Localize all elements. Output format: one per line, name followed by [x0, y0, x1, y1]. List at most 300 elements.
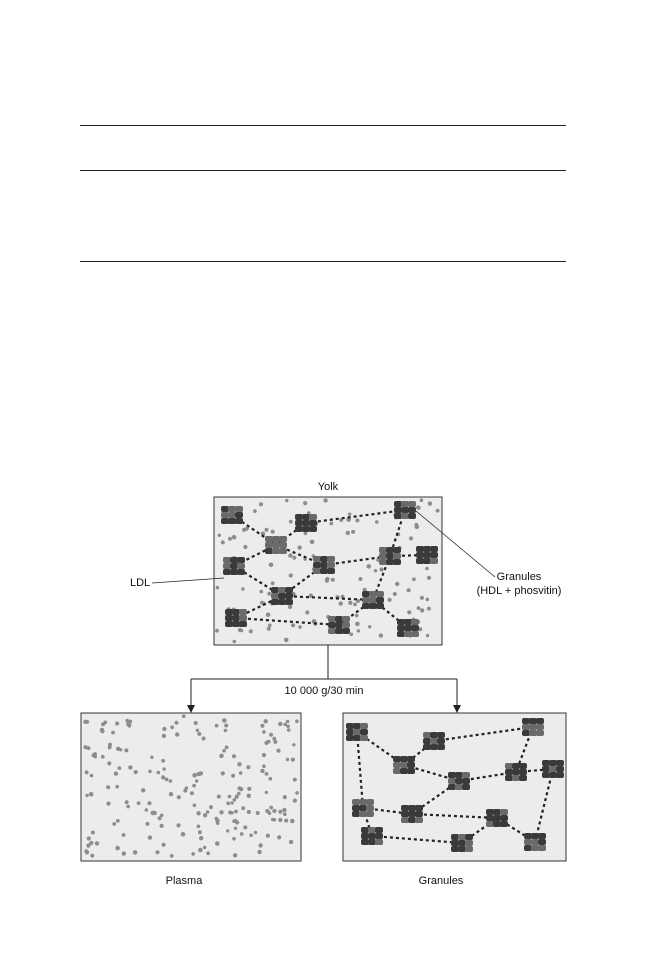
plasma-particle	[323, 498, 327, 502]
plasma-particle	[374, 569, 377, 572]
granule-subunit	[486, 821, 494, 827]
granule-subunit	[465, 840, 473, 846]
granule-subunit	[549, 772, 557, 778]
ldl-label: LDL	[130, 577, 151, 589]
plasma-particle	[100, 728, 104, 732]
granule-cluster	[223, 557, 245, 575]
granule-subunit	[465, 846, 473, 852]
plasma-particle	[182, 714, 186, 718]
granule-subunit	[415, 811, 423, 817]
plasma-particle	[219, 810, 223, 814]
plasma-particle	[203, 813, 207, 817]
granule-subunit	[335, 628, 343, 634]
plasma-particle	[303, 501, 307, 505]
granule-subunit	[368, 833, 376, 839]
plasma-particle	[161, 775, 165, 779]
plasma-particle	[292, 556, 296, 560]
plasma-particle	[240, 832, 244, 836]
plasma-particle	[234, 827, 237, 830]
plasma-particle	[355, 614, 359, 618]
plasma-particle	[170, 725, 174, 729]
plasma-particle	[89, 841, 93, 845]
granule-subunit	[272, 542, 280, 548]
plasma-particle	[85, 794, 88, 797]
granule-subunit	[328, 616, 336, 622]
granule-subunit	[271, 599, 279, 605]
granule-subunit	[346, 723, 354, 729]
plasma-particle	[90, 854, 94, 858]
plasma-particle	[112, 822, 116, 826]
plasma-particle	[148, 835, 152, 839]
plasma-particle	[116, 747, 120, 751]
granule-subunit	[423, 732, 431, 738]
plasma-particle	[93, 752, 97, 756]
granule-subunit	[328, 622, 336, 628]
granule-cluster	[352, 799, 374, 817]
granule-subunit	[401, 501, 409, 507]
plasma-particle	[91, 831, 95, 835]
granule-subunit	[462, 784, 470, 790]
plasma-particle	[415, 523, 419, 527]
plasma-particle	[427, 607, 431, 611]
plasma-particle	[198, 830, 202, 834]
plasma-particle	[176, 823, 180, 827]
granule-subunit	[376, 597, 384, 603]
plasma-particle	[268, 777, 272, 781]
granule-subunit	[529, 724, 537, 730]
granule-subunit	[328, 628, 336, 634]
granule-subunit	[386, 553, 394, 559]
plasma-particle	[190, 791, 194, 795]
plasma-particle	[215, 817, 219, 821]
plasma-particle	[420, 608, 424, 612]
granule-subunit	[538, 833, 546, 839]
granule-subunit	[458, 834, 466, 840]
plasma-particle	[101, 755, 105, 759]
plasma-particle	[134, 770, 138, 774]
granule-subunit	[376, 603, 384, 609]
plasma-particle	[209, 805, 213, 809]
plasma-particle	[288, 605, 292, 609]
plasma-particle	[412, 577, 416, 581]
plasma-particle	[206, 851, 210, 855]
granule-subunit	[237, 563, 245, 569]
granule-subunit	[556, 766, 564, 772]
plasma-label: Plasma	[165, 875, 203, 887]
plasma-particle	[291, 758, 295, 762]
plasma-particle	[155, 850, 159, 854]
plasma-particle	[177, 795, 181, 799]
granule-subunit	[353, 735, 361, 741]
granule-subunit	[401, 817, 409, 823]
plasma-particle	[353, 603, 357, 607]
plasma-particle	[196, 729, 199, 732]
granule-cluster	[225, 609, 247, 627]
plasma-particle	[233, 798, 237, 802]
plasma-particle	[192, 784, 196, 788]
plasma-particle	[128, 765, 132, 769]
granule-subunit	[279, 548, 287, 554]
plasma-particle	[170, 854, 174, 858]
plasma-particle	[357, 629, 360, 632]
granule-subunit	[529, 718, 537, 724]
granule-subunit	[542, 760, 550, 766]
granule-subunit	[416, 558, 424, 564]
plasma-particle	[122, 851, 126, 855]
granule-subunit	[401, 805, 409, 811]
granule-subunit	[342, 616, 350, 622]
plasma-particle	[346, 531, 350, 535]
plasma-particle	[285, 499, 288, 502]
granule-subunit	[362, 603, 370, 609]
plasma-particle	[197, 772, 202, 777]
plasma-particle	[217, 795, 221, 799]
plasma-particle	[265, 791, 268, 794]
granule-subunit	[239, 621, 247, 627]
plasma-particle	[146, 822, 150, 826]
plasma-particle	[221, 540, 225, 544]
granule-subunit	[285, 593, 293, 599]
granule-subunit	[531, 833, 539, 839]
granule-subunit	[375, 827, 383, 833]
granule-subunit	[302, 526, 310, 532]
plasma-particle	[278, 810, 282, 814]
granule-subunit	[313, 568, 321, 574]
granule-subunit	[239, 615, 247, 621]
granule-subunit	[542, 766, 550, 772]
plasma-particle	[202, 737, 206, 741]
granule-subunit	[401, 513, 409, 519]
plasma-particle	[87, 836, 91, 840]
granule-subunit	[448, 784, 456, 790]
plasma-particle	[90, 774, 94, 778]
granule-subunit	[368, 827, 376, 833]
plasma-particle	[242, 528, 246, 532]
granule-subunit	[353, 729, 361, 735]
granule-subunit	[430, 732, 438, 738]
plasma-particle	[228, 811, 232, 815]
granule-subunit	[524, 845, 532, 851]
granule-subunit	[393, 559, 401, 565]
granule-subunit	[366, 811, 374, 817]
granule-cluster	[346, 723, 368, 741]
granule-subunit	[265, 536, 273, 542]
granule-subunit	[542, 772, 550, 778]
granule-subunit	[221, 518, 229, 524]
plasma-particle	[259, 502, 263, 506]
plasma-particle	[219, 754, 224, 759]
plasma-particle	[192, 773, 197, 778]
plasma-particle	[161, 759, 165, 763]
granule-subunit	[394, 507, 402, 513]
granule-subunit	[379, 553, 387, 559]
plasma-particle	[175, 732, 179, 736]
granule-subunit	[408, 501, 416, 507]
granule-subunit	[462, 772, 470, 778]
plasma-particle	[226, 802, 230, 806]
plasma-particle	[150, 756, 153, 759]
granule-cluster	[416, 546, 438, 564]
granule-subunit	[415, 805, 423, 811]
granule-subunit	[223, 569, 231, 575]
granule-subunit	[223, 563, 231, 569]
granule-subunit	[393, 756, 401, 762]
granule-subunit	[512, 763, 520, 769]
granule-subunit	[493, 821, 501, 827]
granule-subunit	[230, 557, 238, 563]
granule-subunit	[404, 631, 412, 637]
granule-subunit	[379, 559, 387, 565]
plasma-particle	[196, 811, 200, 815]
granule-subunit	[346, 729, 354, 735]
granule-subunit	[397, 631, 405, 637]
granule-subunit	[228, 512, 236, 518]
plasma-particle	[114, 771, 118, 775]
granule-subunit	[430, 552, 438, 558]
plasma-particle	[293, 799, 297, 803]
plasma-particle	[224, 729, 228, 733]
granule-subunit	[505, 763, 513, 769]
granule-subunit	[522, 724, 530, 730]
plasma-particle	[247, 794, 251, 798]
granule-subunit	[397, 619, 405, 625]
granule-subunit	[271, 587, 279, 593]
plasma-particle	[133, 850, 138, 855]
granule-subunit	[538, 845, 546, 851]
granule-subunit	[408, 811, 416, 817]
granule-subunit	[451, 840, 459, 846]
plasma-particle	[216, 586, 220, 590]
granule-subunit	[228, 506, 236, 512]
plasma-particle	[393, 592, 397, 596]
granule-subunit	[230, 563, 238, 569]
plasma-particle	[148, 770, 152, 774]
plasma-particle	[278, 818, 282, 822]
plasma-particle	[298, 625, 302, 629]
granule-subunit	[342, 622, 350, 628]
plasma-particle	[329, 522, 333, 526]
granule-subunit	[320, 562, 328, 568]
plasma-particle	[183, 789, 187, 793]
plasma-particle	[253, 509, 257, 513]
granule-cluster	[505, 763, 527, 781]
plasma-particle	[169, 779, 173, 783]
granule-cluster	[451, 834, 473, 852]
plasma-particle	[125, 800, 129, 804]
plasma-particle	[115, 722, 119, 726]
plasma-particle	[375, 520, 379, 524]
plasma-particle	[237, 786, 241, 790]
plasma-particle	[368, 625, 371, 628]
plasma-particle	[277, 835, 281, 839]
granule-subunit	[408, 805, 416, 811]
granule-subunit	[327, 562, 335, 568]
plasma-particle	[427, 576, 431, 580]
plasma-particle	[283, 812, 287, 816]
plasma-particle	[409, 536, 413, 540]
plasma-particle	[436, 509, 440, 513]
plasma-particle	[228, 795, 232, 799]
plasma-particle	[104, 721, 108, 725]
granule-subunit	[455, 784, 463, 790]
plasma-particle	[233, 819, 237, 823]
granule-cluster	[423, 732, 445, 750]
granule-subunit	[411, 619, 419, 625]
plasma-particle	[86, 746, 90, 750]
plasma-particle	[232, 535, 237, 540]
plasma-particle	[221, 771, 225, 775]
plasma-particle	[286, 720, 290, 724]
plasma-particle	[293, 778, 297, 782]
granule-subunit	[239, 609, 247, 615]
granule-subunit	[451, 834, 459, 840]
plasma-particle	[198, 848, 203, 853]
plasma-particle	[351, 530, 355, 534]
granule-subunit	[327, 568, 335, 574]
plasma-particle	[272, 809, 276, 813]
plasma-particle	[265, 772, 269, 776]
granule-subunit	[500, 821, 508, 827]
granule-subunit	[393, 553, 401, 559]
plasma-particle	[237, 762, 241, 766]
granule-subunit	[400, 768, 408, 774]
granule-subunit	[309, 520, 317, 526]
granule-subunit	[361, 827, 369, 833]
granule-subunit	[279, 536, 287, 542]
granule-subunit	[519, 775, 527, 781]
plasma-particle	[262, 753, 266, 757]
granule-subunit	[360, 723, 368, 729]
granule-subunit	[369, 597, 377, 603]
granule-subunit	[455, 772, 463, 778]
plasma-particle	[286, 758, 289, 761]
plasma-particle	[85, 850, 89, 854]
plasma-particle	[181, 832, 186, 837]
granule-subunit	[451, 846, 459, 852]
granule-subunit	[401, 507, 409, 513]
plasma-particle	[162, 734, 166, 738]
plasma-particle	[295, 791, 299, 795]
plasma-particle	[297, 545, 301, 549]
plasma-particle	[254, 831, 257, 834]
plasma-particle	[331, 578, 335, 582]
plasma-particle	[284, 819, 288, 823]
granule-subunit	[375, 839, 383, 845]
plasma-particle	[85, 720, 89, 724]
granule-subunit	[400, 756, 408, 762]
granule-subunit	[359, 799, 367, 805]
granule-subunit	[536, 730, 544, 736]
plasma-panel	[81, 713, 301, 861]
plasma-particle	[379, 633, 383, 637]
plasma-particle	[115, 846, 120, 851]
plasma-particle	[230, 801, 233, 804]
plasma-particle	[262, 730, 266, 734]
granule-subunit	[458, 846, 466, 852]
plasma-particle	[235, 795, 239, 799]
plasma-particle	[269, 806, 273, 810]
plasma-particle	[85, 770, 89, 774]
granule-subunit	[493, 815, 501, 821]
plasma-particle	[258, 843, 262, 847]
granule-subunit	[265, 542, 273, 548]
plasma-particle	[141, 788, 145, 792]
granule-subunit	[423, 546, 431, 552]
plasma-particle	[199, 836, 203, 840]
granule-cluster	[522, 718, 544, 736]
plasma-particle	[305, 610, 309, 614]
granule-subunit	[225, 609, 233, 615]
granule-cluster	[542, 760, 564, 778]
plasma-particle	[197, 732, 201, 736]
granule-subunit	[352, 811, 360, 817]
plasma-particle	[158, 816, 162, 820]
granule-subunit	[448, 772, 456, 778]
plasma-particle	[243, 545, 247, 549]
plasma-particle	[264, 719, 268, 723]
granule-subunit	[536, 724, 544, 730]
plasma-particle	[291, 623, 295, 627]
plasma-particle	[379, 567, 383, 571]
granule-subunit	[401, 811, 409, 817]
granules-callout-label: Granules	[496, 571, 542, 583]
plasma-particle	[215, 841, 220, 846]
plasma-particle	[407, 610, 411, 614]
plasma-particle	[428, 501, 432, 505]
plasma-particle	[271, 581, 275, 585]
granule-subunit	[335, 616, 343, 622]
granule-subunit	[342, 628, 350, 634]
plasma-particle	[247, 810, 251, 814]
plasma-particle	[95, 841, 99, 845]
plasma-particle	[122, 833, 126, 837]
plasma-particle	[169, 792, 173, 796]
granule-cluster	[221, 506, 243, 524]
plasma-particle	[348, 513, 351, 516]
granule-subunit	[408, 817, 416, 823]
plasma-particle	[232, 754, 236, 758]
plasma-particle	[151, 811, 156, 816]
granule-subunit	[394, 501, 402, 507]
granule-subunit	[302, 520, 310, 526]
granule-subunit	[366, 805, 374, 811]
plasma-particle	[165, 778, 169, 782]
plasma-particle	[246, 765, 250, 769]
granule-subunit	[437, 738, 445, 744]
granule-subunit	[228, 518, 236, 524]
granule-subunit	[295, 514, 303, 520]
plasma-particle	[116, 819, 120, 823]
granules-callout-sublabel: (HDL + phosvitin)	[476, 585, 562, 597]
plasma-particle	[283, 795, 287, 799]
plasma-particle	[257, 850, 261, 854]
granule-subunit	[486, 809, 494, 815]
plasma-particle	[194, 721, 198, 725]
granule-subunit	[368, 839, 376, 845]
granule-subunit	[455, 778, 463, 784]
granule-subunit	[366, 799, 374, 805]
granule-subunit	[411, 631, 419, 637]
granule-subunit	[465, 834, 473, 840]
granule-subunit	[423, 558, 431, 564]
plasma-particle	[359, 577, 363, 581]
yolk-label: Yolk	[317, 481, 339, 493]
granule-cluster	[486, 809, 508, 827]
plasma-particle	[288, 553, 292, 557]
granule-subunit	[538, 839, 546, 845]
plasma-particle	[215, 629, 219, 633]
plasma-particle	[197, 825, 201, 829]
